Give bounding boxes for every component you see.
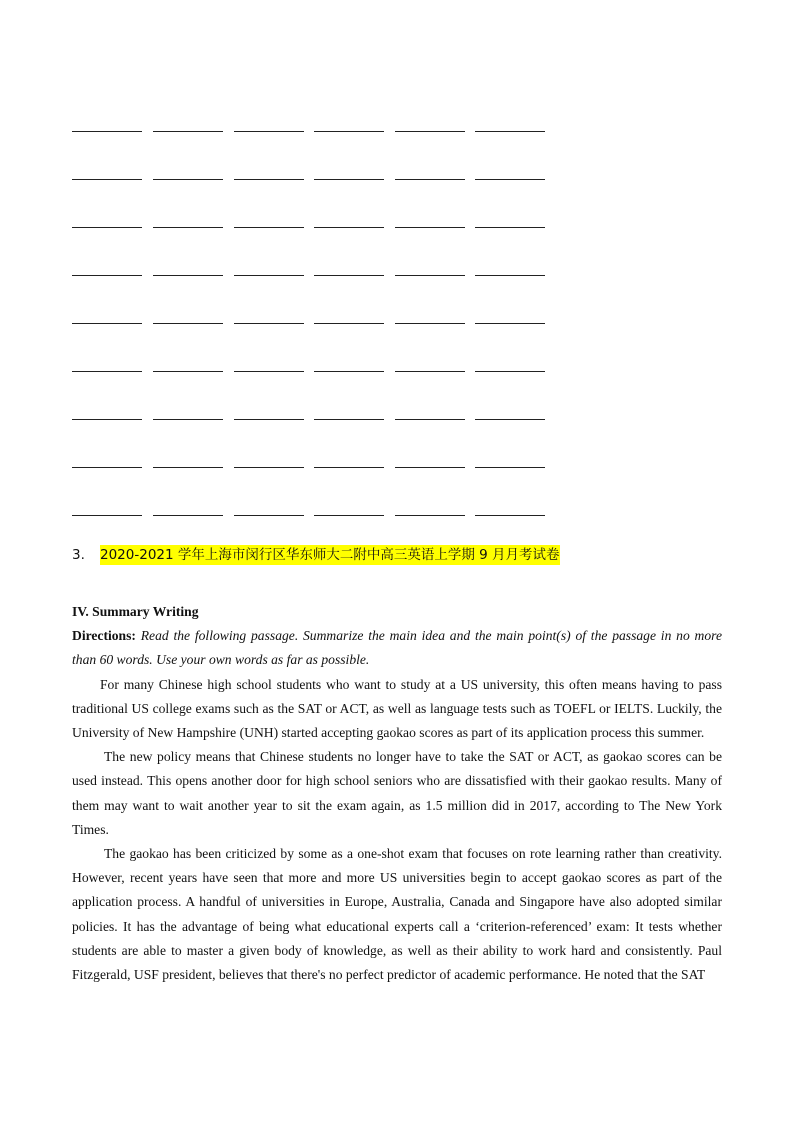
directions-text: Read the following passage. Summarize the main idea and the main point(s) of the passage in no more than 60 words. Use your own words as far as possible. bbox=[72, 628, 722, 668]
exam-title-highlighted: 2020-2021 学年上海市闵行区华东师大二附中高三英语上学期 9 月月考试卷 bbox=[100, 547, 560, 563]
blank-row bbox=[72, 132, 552, 180]
blank-row bbox=[72, 468, 552, 516]
item-number: 3. bbox=[72, 547, 85, 563]
directions-label: Directions: bbox=[72, 628, 136, 644]
blank-row bbox=[72, 420, 552, 468]
answer-blank-line[interactable] bbox=[314, 515, 384, 516]
answer-blank-grid bbox=[72, 84, 552, 516]
blank-row bbox=[72, 372, 552, 420]
exam-source-heading bbox=[72, 544, 560, 566]
passage-paragraph-3: The gaokao has been criticized by some as a one-shot exam that focuses on rote learning rather than creativity. However, recent years have seen that more and more US universities begin to accept gaokao scores as part of the application process. A handful of universities in Europe, Australia, Canada and Singapore have also adopted similar policies. It has the advantage of being what educational experts call a ‘criterion-referenced’ exam: It tests whether students are able to master a given body of knowledge, as well as their ability to work hard and consistently. Paul Fitzgerald, USF president, believes that there's no perfect predictor of academic performance. He noted that the SAT bbox=[72, 846, 722, 983]
answer-blank-line[interactable] bbox=[72, 515, 142, 516]
section-title: IV. Summary Writing bbox=[72, 604, 199, 619]
answer-blank-line[interactable] bbox=[475, 515, 545, 516]
directions bbox=[72, 624, 722, 672]
passage-paragraph-2: The new policy means that Chinese students no longer have to take the SAT or ACT, as gaokao scores can be used instead. This opens another door for high school seniors who are dissatisfied with their gaokao results. Many of them may want to wait another year to sit the exam again, as 1.5 million did in 2017, according to The New York Times. bbox=[72, 749, 722, 837]
answer-blank-line[interactable] bbox=[234, 515, 304, 516]
blank-row bbox=[72, 180, 552, 228]
blank-row bbox=[72, 276, 552, 324]
blank-row bbox=[72, 84, 552, 132]
blank-row bbox=[72, 228, 552, 276]
answer-blank-line[interactable] bbox=[153, 515, 223, 516]
answer-blank-line[interactable] bbox=[395, 515, 465, 516]
summary-writing-section bbox=[72, 600, 722, 987]
passage-paragraph-1: For many Chinese high school students who want to study at a US university, this often means having to pass traditional US college exams such as the SAT or ACT, as well as language tests such as TOEFL or IELTS. Luckily, the University of New Hampshire (UNH) started accepting gaokao scores as part of its application process this summer. bbox=[72, 676, 722, 741]
blank-row bbox=[72, 324, 552, 372]
